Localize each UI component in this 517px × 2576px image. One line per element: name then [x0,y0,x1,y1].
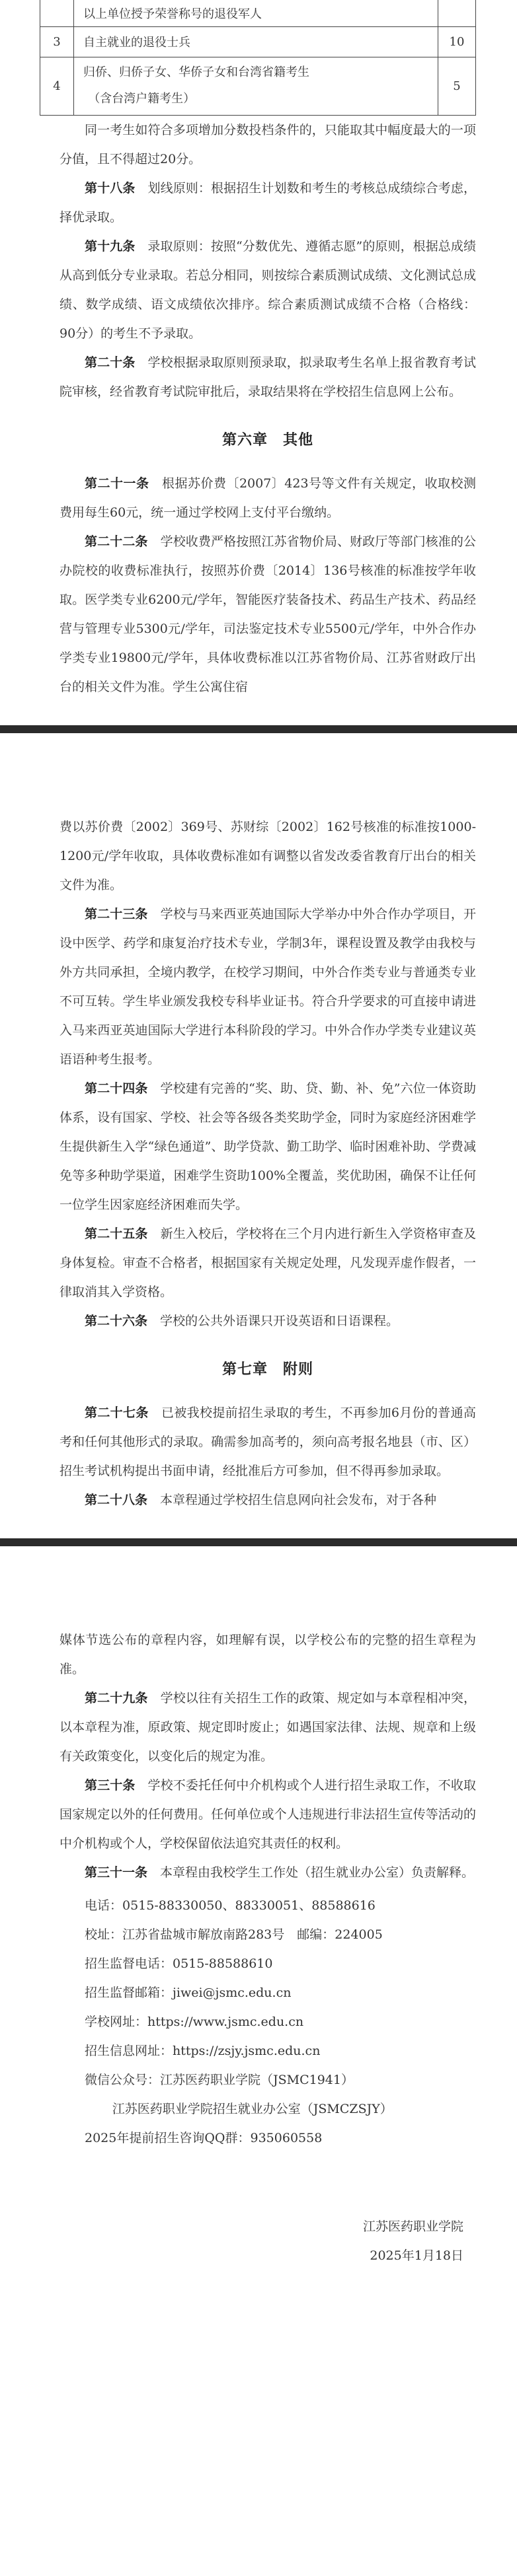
table-cell-text: 归侨、归侨子女、华侨子女和台湾省籍考生 （含台湾户籍考生） [74,57,438,115]
table-cell-text: 自主就业的退役士兵 [74,26,438,57]
page-divider [0,1538,517,1546]
contact-recruit-site[interactable]: 招生信息网址：https://zsjy.jsmc.edu.cn [85,2043,321,2058]
article-18: 第十八条 划线原则：根据招生计划数和考生的考核总成绩综合考虑，择优录取。 [60,180,476,225]
article-26: 第二十六条 学校的公共外语课只开设英语和日语课程。 [85,1313,399,1328]
table-row [40,26,476,57]
segment-2 [0,812,517,1515]
article-27: 第二十七条 已被我校提前招生录取的考生，不再参加6月份的普通高考和任何其他形式的录取。确需参加高考的，须向高考报名地县（市、区）招生考试机构提出书面申请，经批准后方可参加，但不得再参加录取。 [60,1405,476,1478]
contact-wechat-2: 江苏医药职业学院招生就业办公室（JSMCZSJY） [112,2101,393,2116]
article-20: 第二十条 学校根据录取原则预录取，拟录取考生名单上报省教育考试院审核，经省教育考试院审批后，录取结果将在学校招生信息网上公布。 [60,355,476,399]
contact-qq: 2025年提前招生咨询QQ群：935060558 [85,2130,323,2145]
article-22: 第二十二条 学校收费严格按照江苏省物价局、财政厅等部门核准的公办院校的收费标准执行，按照苏价费〔2014〕136号核准的标准按学年收取。医学类专业6200元/学年，智能医疗装备技术、药品生产技术、药品经营与管理专业5300元/学年，司法鉴定技术专业5500元/学年，中外合作办学类专业19800元/学年，具体收费标准以江苏省物价局、江苏省财政厅出台的相关文件为准。学生公寓住宿 [60,534,476,694]
article-24: 第二十四条 学校建有完善的“奖、助、贷、勤、补、免”六位一体资助体系，设有国家、学校、社会等各级各类奖助学金，同时为家庭经济困难学生提供新生入学“绿色通道”、助学贷款、勤工助学、临时困难补助、学费减免等多种助学渠道，困难学生资助100%全覆盖，奖优助困，确保不让任何一位学生因家庭经济困难而失学。 [60,1081,476,1212]
contact-block [60,1891,476,2153]
contact-wechat: 微信公众号：江苏医药职业学院（JSMC1941） [85,2072,354,2087]
bonus-points-table [40,0,476,116]
chapter-heading: 第七章 附则 [221,1360,313,1378]
table-cell-num: 3 [40,26,74,57]
table-cell-score: 5 [438,57,476,115]
contact-address: 校址：江苏省盐城市解放南路283号 邮编：224005 [85,1927,383,1942]
article-23: 第二十三条 学校与马来西亚英迪国际大学举办中外合作办学项目，开设中医学、药学和康复治疗技术专业，学制3年，课程设置及教学由我校与外方共同承担，全境内教学，在校学习期间，中外合作类专业与普通类专业不可互转。学生毕业颁发我校专科毕业证书。符合升学要求的可直接申请进入马来西亚英迪国际大学进行本科阶段的学习。中外合作办学类专业建议英语语种考生报考。 [60,906,476,1067]
contact-email[interactable]: 招生监督邮箱：jiwei@jsmc.edu.cn [85,1985,292,2000]
segment-3 [0,1626,517,2270]
chapter-heading: 第六章 其他 [221,431,313,448]
table-row [40,0,476,26]
article-28: 第二十八条 本章程通过学校招生信息网向社会发布，对于各种 [85,1492,437,1507]
article-19: 第十九条 录取原则：按照“分数优先、遵循志愿”的原则，根据总成绩从高到低分专业录取。若总分相同，则按综合素质测试成绩、文化测试总成绩、数学成绩、语文成绩依次排序。综合素质测试成绩不合格（合格线：90分）的考生不予录取。 [60,238,476,341]
segment-1 [0,116,517,701]
contact-website[interactable]: 学校网址：https://www.jsmc.edu.cn [85,2014,304,2029]
article-25: 第二十五条 新生入校后，学校将在三个月内进行新生入学资格审查及身体复检。审查不合格者，根据国家有关规定处理，凡发现弄虚作假者，一律取消其入学资格。 [60,1226,476,1299]
article-29: 第二十九条 学校以往有关招生工作的政策、规定如与本章程相冲突，以本章程为准，原政策、规定即时废止；如遇国家法律、法规、规章和上级有关政策变化，以变化后的规定为准。 [60,1690,476,1764]
paragraph-continued: 媒体节选公布的章程内容，如理解有误，以学校公布的完整的招生章程为准。 [60,1632,476,1676]
article-30: 第三十条 学校不委托任何中介机构或个人进行招生录取工作，不收取国家规定以外的任何费用。任何单位或个人违规进行非法招生宣传等活动的中介机构或个人，学校保留依法追究其责任的权利。 [60,1777,476,1851]
contact-phone: 电话：0515-88330050、88330051、88588616 [85,1898,376,1913]
contact-hotline: 招生监督电话：0515-88588610 [85,1956,273,1971]
article-21: 第二十一条 根据苏价费〔2007〕423号等文件有关规定，收取校测费用每生60元，统一通过学校网上支付平台缴纳。 [60,476,476,520]
article-31: 第三十一条 本章程由我校学生工作处（招生就业办公室）负责解释。 [85,1865,475,1880]
page-divider [0,725,517,733]
table-wrapper [0,0,517,116]
paragraph-continued: 费以苏价费〔2002〕369号、苏财综〔2002〕162号核准的标准按1000-1200元/学年收取，具体收费标准如有调整以省发改委省教育厅出台的相关文件为准。 [60,819,476,892]
table-row [40,57,476,115]
table-cell-num: 4 [40,57,74,115]
signature-name: 江苏医药职业学院 [362,2219,463,2234]
table-cell-text: 以上单位授予荣誉称号的退役军人 [74,0,438,26]
table-cell-score: 10 [438,26,476,57]
paragraph: 同一考生如符合多项增加分数投档条件的，只能取其中幅度最大的一项分值，且不得超过20分。 [60,122,476,166]
signature-date: 2025年1月18日 [370,2248,463,2263]
